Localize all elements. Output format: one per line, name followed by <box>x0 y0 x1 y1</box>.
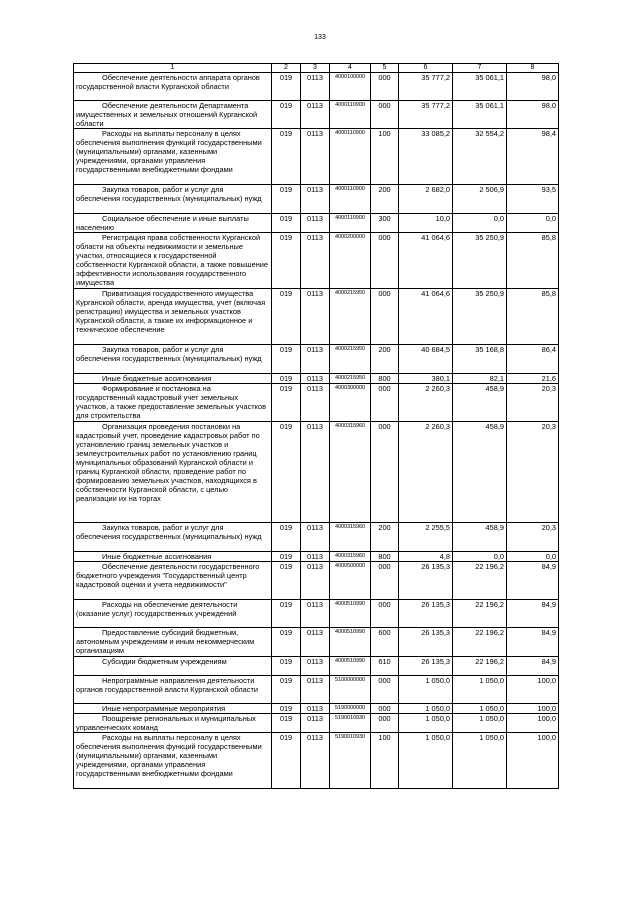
row-expense-type: 100 <box>371 129 399 185</box>
table-row <box>74 289 559 345</box>
row-planned-amount: 2 260,3 <box>399 384 453 422</box>
row-section-code: 0113 <box>301 345 330 374</box>
row-planned-amount: 4,8 <box>399 552 453 562</box>
row-expense-type: 800 <box>371 552 399 562</box>
row-executed-amount: 1 050,0 <box>453 676 507 704</box>
row-name: Организация проведения постановки на кадастровый учет, проведение кадастровых работ по установлению границ земельных участков и землеустроительных работ по установлению границ муниципальных образований Курганской области и границ Курганской области, проведение работ по формированию земельных участков, находящихся в собственности Курганской области, с целью реализации их на торгах <box>74 422 272 523</box>
row-section-code: 0113 <box>301 562 330 600</box>
row-planned-amount: 41 064,6 <box>399 233 453 289</box>
row-planned-amount: 26 135,3 <box>399 657 453 676</box>
row-planned-amount: 1 050,0 <box>399 714 453 733</box>
row-planned-amount: 2 255,5 <box>399 523 453 552</box>
row-execution-percent: 0,0 <box>507 214 559 233</box>
row-target-article: 4000315960 <box>330 523 371 552</box>
row-ved-code: 019 <box>272 214 301 233</box>
row-expense-type: 100 <box>371 733 399 789</box>
table-row <box>74 704 559 714</box>
row-section-code: 0113 <box>301 704 330 714</box>
row-executed-amount: 32 554,2 <box>453 129 507 185</box>
row-name: Расходы на обеспечение деятельности (оказание услуг) государственных учреждений <box>74 600 272 628</box>
row-executed-amount: 0,0 <box>453 552 507 562</box>
row-planned-amount: 26 135,3 <box>399 600 453 628</box>
column-header: 8 <box>507 64 559 73</box>
row-ved-code: 019 <box>272 552 301 562</box>
row-ved-code: 019 <box>272 73 301 101</box>
page-number: 133 <box>314 34 326 41</box>
table-body <box>74 73 559 789</box>
column-header: 5 <box>371 64 399 73</box>
row-ved-code: 019 <box>272 562 301 600</box>
row-expense-type: 600 <box>371 628 399 657</box>
row-section-code: 0113 <box>301 374 330 384</box>
row-executed-amount: 22 196,2 <box>453 600 507 628</box>
row-target-article: 4000215950 <box>330 374 371 384</box>
budget-table <box>73 63 559 789</box>
row-executed-amount: 35 061,1 <box>453 73 507 101</box>
row-section-code: 0113 <box>301 101 330 129</box>
row-executed-amount: 0,0 <box>453 214 507 233</box>
row-name: Регистрация права собственности Курганской области на объекты недвижимости и земельные участки, относящиеся к государственной собственности Курганской области, а также повышение эффективности использования государственного имущества <box>74 233 272 289</box>
row-expense-type: 610 <box>371 657 399 676</box>
column-header: 3 <box>301 64 330 73</box>
row-executed-amount: 22 196,2 <box>453 628 507 657</box>
row-execution-percent: 98,4 <box>507 129 559 185</box>
row-section-code: 0113 <box>301 523 330 552</box>
row-executed-amount: 82,1 <box>453 374 507 384</box>
row-planned-amount: 1 050,0 <box>399 733 453 789</box>
column-header: 2 <box>272 64 301 73</box>
table-row <box>74 676 559 704</box>
row-ved-code: 019 <box>272 523 301 552</box>
row-section-code: 0113 <box>301 73 330 101</box>
row-execution-percent: 98,0 <box>507 73 559 101</box>
row-execution-percent: 100,0 <box>507 714 559 733</box>
row-planned-amount: 2 682,0 <box>399 185 453 214</box>
row-ved-code: 019 <box>272 129 301 185</box>
row-ved-code: 019 <box>272 185 301 214</box>
table-row <box>74 374 559 384</box>
row-execution-percent: 84,9 <box>507 562 559 600</box>
row-section-code: 0113 <box>301 552 330 562</box>
row-target-article: 4000200000 <box>330 233 371 289</box>
row-name: Иные бюджетные ассигнования <box>74 552 272 562</box>
row-ved-code: 019 <box>272 714 301 733</box>
row-section-code: 0113 <box>301 676 330 704</box>
row-target-article: 4000315960 <box>330 422 371 523</box>
row-planned-amount: 2 260,3 <box>399 422 453 523</box>
row-section-code: 0113 <box>301 657 330 676</box>
row-execution-percent: 100,0 <box>507 704 559 714</box>
row-name: Поощрение региональных и муниципальных управленческих команд <box>74 714 272 733</box>
row-target-article: 4000510990 <box>330 600 371 628</box>
table-row <box>74 101 559 129</box>
table-row <box>74 600 559 628</box>
row-executed-amount: 458,9 <box>453 422 507 523</box>
row-section-code: 0113 <box>301 600 330 628</box>
row-executed-amount: 2 506,9 <box>453 185 507 214</box>
row-name: Приватизация государственного имущества Курганской области, аренда имущества, учет (включая регистрацию) имущества и земельных участков Курганской области, а также их информационное и техническое обеспечение <box>74 289 272 345</box>
row-executed-amount: 458,9 <box>453 384 507 422</box>
row-planned-amount: 41 064,6 <box>399 289 453 345</box>
row-executed-amount: 35 061,1 <box>453 101 507 129</box>
row-execution-percent: 0,0 <box>507 552 559 562</box>
column-header: 7 <box>453 64 507 73</box>
table-row <box>74 214 559 233</box>
row-target-article: 4000215950 <box>330 345 371 374</box>
row-target-article: 4000100000 <box>330 73 371 101</box>
row-planned-amount: 35 777,2 <box>399 73 453 101</box>
table-row <box>74 552 559 562</box>
row-ved-code: 019 <box>272 384 301 422</box>
row-execution-percent: 85,8 <box>507 233 559 289</box>
row-ved-code: 019 <box>272 345 301 374</box>
row-execution-percent: 86,4 <box>507 345 559 374</box>
row-expense-type: 000 <box>371 384 399 422</box>
row-name: Обеспечение деятельности Департамента имущественных и земельных отношений Курганской области <box>74 101 272 129</box>
table-row <box>74 523 559 552</box>
row-expense-type: 000 <box>371 422 399 523</box>
row-section-code: 0113 <box>301 185 330 214</box>
row-section-code: 0113 <box>301 384 330 422</box>
row-target-article: 4000215950 <box>330 289 371 345</box>
row-ved-code: 019 <box>272 374 301 384</box>
row-expense-type: 000 <box>371 676 399 704</box>
row-planned-amount: 1 050,0 <box>399 676 453 704</box>
row-executed-amount: 458,9 <box>453 523 507 552</box>
table-row <box>74 384 559 422</box>
row-ved-code: 019 <box>272 676 301 704</box>
row-name: Обеспечение деятельности аппарата органов государственной власти Курганской области <box>74 73 272 101</box>
row-expense-type: 000 <box>371 73 399 101</box>
row-execution-percent: 93,5 <box>507 185 559 214</box>
row-expense-type: 200 <box>371 523 399 552</box>
row-ved-code: 019 <box>272 600 301 628</box>
row-target-article: 4000500000 <box>330 562 371 600</box>
row-target-article: 4000110900 <box>330 129 371 185</box>
row-name: Расходы на выплаты персоналу в целях обеспечения выполнения функций государственными (муниципальными) органами, казенными учреждениями, органами управления государственными внебюджетными фондами <box>74 129 272 185</box>
header-row <box>74 64 559 73</box>
row-section-code: 0113 <box>301 733 330 789</box>
row-target-article: 4000110900 <box>330 214 371 233</box>
table-row <box>74 714 559 733</box>
row-section-code: 0113 <box>301 214 330 233</box>
table-row <box>74 628 559 657</box>
row-execution-percent: 100,0 <box>507 733 559 789</box>
row-execution-percent: 98,0 <box>507 101 559 129</box>
row-name: Закупка товаров, работ и услуг для обеспечения государственных (муниципальных) нужд <box>74 185 272 214</box>
row-expense-type: 000 <box>371 600 399 628</box>
row-target-article: 4000110900 <box>330 101 371 129</box>
row-executed-amount: 22 196,2 <box>453 562 507 600</box>
row-execution-percent: 84,9 <box>507 628 559 657</box>
row-target-article: 4000300000 <box>330 384 371 422</box>
row-name: Социальное обеспечение и иные выплаты населению <box>74 214 272 233</box>
row-expense-type: 000 <box>371 562 399 600</box>
row-executed-amount: 1 050,0 <box>453 733 507 789</box>
row-name: Закупка товаров, работ и услуг для обеспечения государственных (муниципальных) нужд <box>74 523 272 552</box>
row-expense-type: 800 <box>371 374 399 384</box>
row-execution-percent: 84,9 <box>507 600 559 628</box>
table-row <box>74 733 559 789</box>
row-planned-amount: 1 050,0 <box>399 704 453 714</box>
row-section-code: 0113 <box>301 129 330 185</box>
row-section-code: 0113 <box>301 233 330 289</box>
row-section-code: 0113 <box>301 289 330 345</box>
row-execution-percent: 20,3 <box>507 384 559 422</box>
row-target-article: 5100000000 <box>330 676 371 704</box>
table-row <box>74 345 559 374</box>
row-expense-type: 000 <box>371 714 399 733</box>
row-executed-amount: 1 050,0 <box>453 704 507 714</box>
column-header: 6 <box>399 64 453 73</box>
table-row <box>74 422 559 523</box>
row-name: Иные непрограммные мероприятия <box>74 704 272 714</box>
row-section-code: 0113 <box>301 422 330 523</box>
row-target-article: 4000510990 <box>330 657 371 676</box>
row-ved-code: 019 <box>272 733 301 789</box>
row-name: Субсидии бюджетным учреждениям <box>74 657 272 676</box>
column-header: 4 <box>330 64 371 73</box>
table-row <box>74 562 559 600</box>
row-target-article: 4000315960 <box>330 552 371 562</box>
row-execution-percent: 21,6 <box>507 374 559 384</box>
table-row <box>74 185 559 214</box>
table-row <box>74 657 559 676</box>
row-name: Расходы на выплаты персоналу в целях обеспечения выполнения функций государственными (муниципальными) органами, казенными учреждениями, органами управления государственными внебюджетными фондами <box>74 733 272 789</box>
table-row <box>74 73 559 101</box>
row-target-article: 4000510990 <box>330 628 371 657</box>
row-target-article: 5190010930 <box>330 733 371 789</box>
row-target-article: 5190000000 <box>330 704 371 714</box>
row-planned-amount: 35 777,2 <box>399 101 453 129</box>
row-ved-code: 019 <box>272 101 301 129</box>
row-target-article: 5190010930 <box>330 714 371 733</box>
table-row <box>74 233 559 289</box>
row-name: Обеспечение деятельности государственного бюджетного учреждения "Государственный центр кадастровой оценки и учета недвижимости" <box>74 562 272 600</box>
row-section-code: 0113 <box>301 628 330 657</box>
row-executed-amount: 35 250,9 <box>453 233 507 289</box>
row-expense-type: 000 <box>371 101 399 129</box>
row-executed-amount: 35 168,8 <box>453 345 507 374</box>
row-execution-percent: 100,0 <box>507 676 559 704</box>
row-expense-type: 300 <box>371 214 399 233</box>
row-ved-code: 019 <box>272 289 301 345</box>
column-header: 1 <box>74 64 272 73</box>
row-target-article: 4000110900 <box>330 185 371 214</box>
row-expense-type: 000 <box>371 704 399 714</box>
row-execution-percent: 85,8 <box>507 289 559 345</box>
row-ved-code: 019 <box>272 704 301 714</box>
row-planned-amount: 33 085,2 <box>399 129 453 185</box>
row-expense-type: 000 <box>371 233 399 289</box>
row-name: Иные бюджетные ассигнования <box>74 374 272 384</box>
row-planned-amount: 380,1 <box>399 374 453 384</box>
row-planned-amount: 10,0 <box>399 214 453 233</box>
row-executed-amount: 35 250,9 <box>453 289 507 345</box>
row-expense-type: 200 <box>371 345 399 374</box>
row-ved-code: 019 <box>272 422 301 523</box>
row-ved-code: 019 <box>272 628 301 657</box>
row-execution-percent: 20,3 <box>507 422 559 523</box>
row-section-code: 0113 <box>301 714 330 733</box>
row-ved-code: 019 <box>272 657 301 676</box>
row-executed-amount: 1 050,0 <box>453 714 507 733</box>
row-name: Закупка товаров, работ и услуг для обеспечения государственных (муниципальных) нужд <box>74 345 272 374</box>
row-execution-percent: 84,9 <box>507 657 559 676</box>
row-ved-code: 019 <box>272 233 301 289</box>
row-name: Непрограммные направления деятельности органов государственной власти Курганской области <box>74 676 272 704</box>
row-expense-type: 000 <box>371 289 399 345</box>
row-name: Предоставление субсидий бюджетным, автономным учреждениям и иным некоммерческим организациям <box>74 628 272 657</box>
row-planned-amount: 26 135,3 <box>399 562 453 600</box>
row-executed-amount: 22 196,2 <box>453 657 507 676</box>
row-name: Формирование и постановка на государственный кадастровый учет земельных участков, а также предоставление земельных участков для строительства <box>74 384 272 422</box>
row-planned-amount: 40 684,5 <box>399 345 453 374</box>
row-expense-type: 200 <box>371 185 399 214</box>
table-row <box>74 129 559 185</box>
row-execution-percent: 20,3 <box>507 523 559 552</box>
row-planned-amount: 26 135,3 <box>399 628 453 657</box>
